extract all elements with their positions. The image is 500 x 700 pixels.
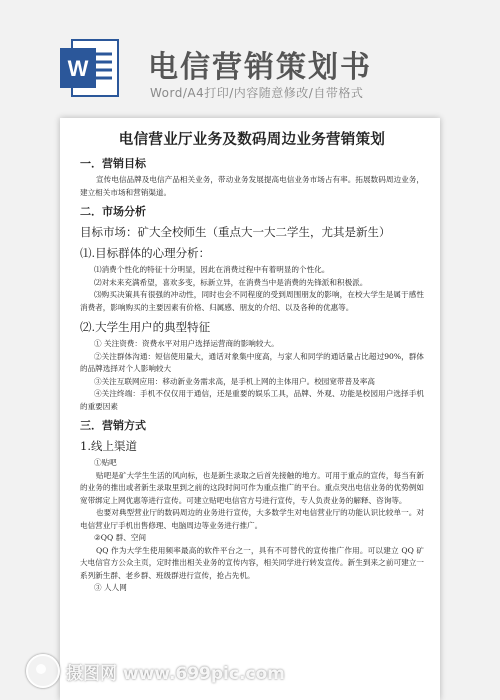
list-item: ⑵对未来充满希望，喜欢多变，标新立异，在消费当中是消费的先锋派和积极派。 (94, 277, 368, 287)
header (0, 0, 500, 118)
list-item: ③ 人人网 (94, 583, 127, 592)
page-title: 电信营销策划书 (148, 50, 372, 85)
paragraph: 也要对典型营业厅的数码周边的业务进行宣传，大多数学生对电信营业厅的功能认识比较单一。对电信营业厅手机出售修理、电脑周边等业务进行推广。 (80, 508, 424, 530)
list-item: ⑴消费个性化的特征十分明显，因此在消费过程中有着明显的个性化。 (94, 265, 330, 274)
paragraph: 贴吧是矿大学生生活的风向标，也是新生录取之后首先接触的地方。可用于重点的宣传，每当有新的业务的推出或者新生录取里到之前的这段时间可作为重点推广的平台。重点突出电信业务的优势例如宽带绑定上网优惠等进行宣传。可建立贴吧电信官方号进行宣传，专人负责业务的解释、咨询等。 (80, 470, 424, 505)
paragraph: QQ 作为大学生使用频率最高的软件平台之一，具有不可替代的宣传推广作用。可以建立 QQ 矿大电信官方公众主页，定时推出相关业务的宣传内容，相关同学进行转发宣传。新生到来之前可建立一系列新生群、老乡群、班级群进行宣传，抢占先机。 (80, 545, 424, 580)
subsection-heading: 1.线上渠道 (80, 439, 137, 453)
list-item: ②QQ 群、空间 (94, 533, 147, 542)
document-title: 电信营业厅业务及数码周边业务营销策划 (118, 132, 386, 148)
subsection-heading: ⑴.目标群体的心理分析： (80, 246, 211, 260)
list-item: ③关注互联网应用：移动新业务需求高，是手机上网的主体用户。校园宽带普及率高 (94, 376, 375, 386)
subsection-heading: ⑵.大学生用户的典型特征 (80, 320, 211, 334)
watermark (26, 651, 476, 691)
section-heading: 三．营销方式 (80, 419, 146, 432)
word-icon-letter: W (67, 56, 89, 81)
list-item: ⑶购买决策具有很强的冲动性，同时也会不同程度的受到周围朋友的影响，在校大学生是属于感性消费者，影响购买的主要因素有价格、归属感、朋友的介绍、以及各种的优惠等。 (80, 290, 424, 312)
watermark-text: 摄图网 www.699pic.com (66, 663, 285, 684)
paragraph: 宣传电信品牌及电信产品相关业务，带动业务发展提高电信业务市场占有率。拓展数码周边业务，建立相关市场和营销渠道。 (80, 175, 424, 197)
list-item: ④关注终端：手机不仅仅用于通信，还是重要的娱乐工具，品牌、外观、功能是校园用户选择手机的重要因素 (80, 389, 424, 411)
watermark-logo-icon (26, 654, 60, 688)
section-heading: 一．营销目标 (80, 157, 146, 170)
list-item: ①贴吧 (94, 458, 117, 467)
page-subtitle: Word/A4打印/内容随意修改/自带格式 (150, 86, 364, 100)
list-item: ②关注群体沟通：短信使用量大，通话对象集中度高，与家人和同学的通话量占比超过90%，群体的品牌选择对个人影响较大 (80, 351, 424, 373)
subsection-heading: 目标市场：矿大全校师生（重点大一大二学生，尤其是新生） (80, 225, 391, 239)
word-document-icon (58, 38, 120, 98)
list-item: ① 关注资费：资费水平对用户选择运营商的影响较大。 (94, 339, 279, 348)
section-heading: 二．市场分析 (80, 205, 146, 218)
document-content (60, 118, 440, 595)
document-page (60, 118, 440, 700)
